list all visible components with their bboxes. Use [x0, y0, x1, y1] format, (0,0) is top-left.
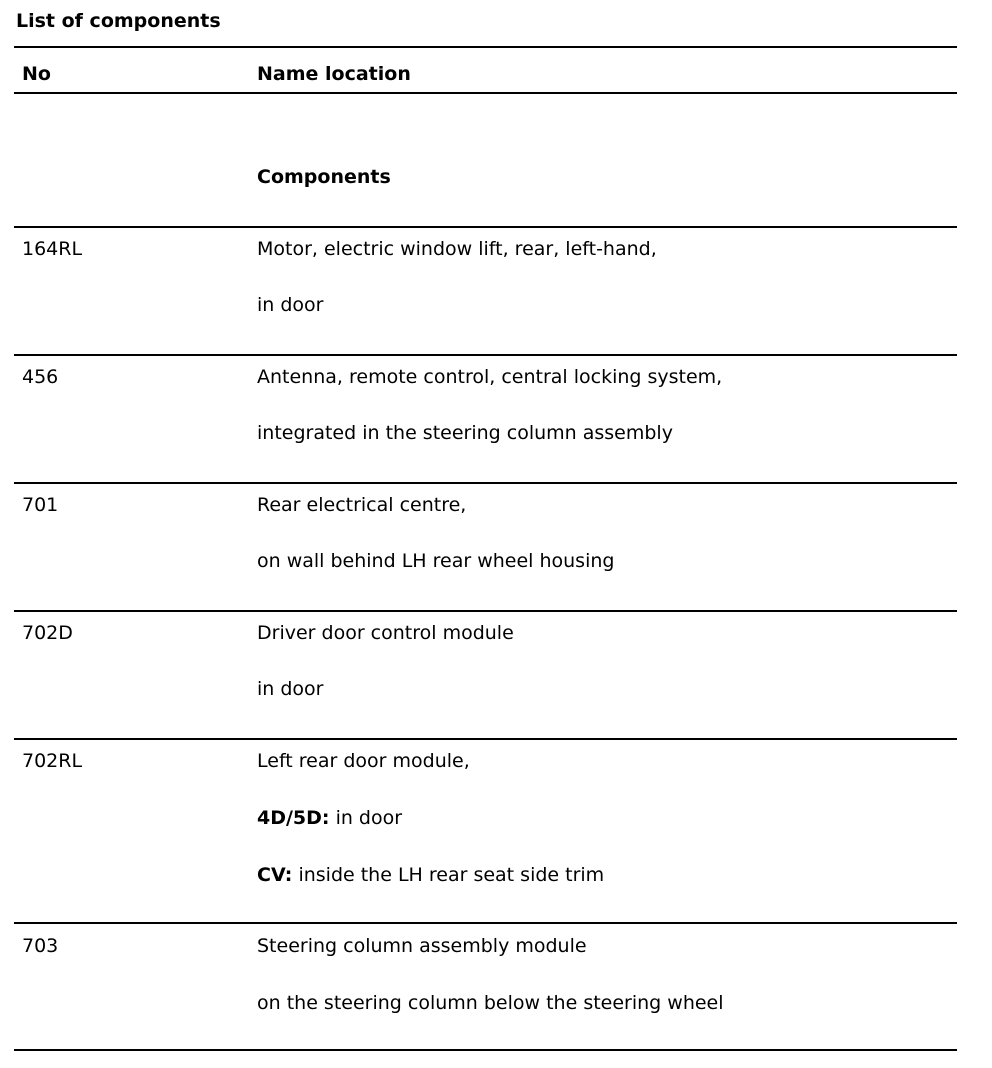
row-location-line: [257, 805, 402, 831]
variant-label: 4D/5D:: [257, 807, 330, 829]
row-number: 164RL: [22, 238, 83, 260]
header-bottom-rule: [14, 92, 957, 94]
row-divider: [14, 738, 957, 740]
variant-label: CV:: [257, 864, 293, 886]
variant-location: in door: [329, 807, 403, 829]
row-divider: [14, 922, 957, 924]
row-name-line: Motor, electric window lift, rear, left-hand,: [257, 238, 657, 260]
row-location-line: integrated in the steering column assembly: [257, 422, 673, 444]
row-number: 701: [22, 494, 59, 516]
row-name-line: Rear electrical centre,: [257, 494, 467, 516]
row-location-line: [257, 862, 604, 888]
row-number: 702RL: [22, 750, 83, 772]
section-heading: Components: [257, 166, 391, 188]
row-location-line: on wall behind LH rear wheel housing: [257, 550, 615, 572]
row-name-line: Antenna, remote control, central locking system,: [257, 366, 723, 388]
row-number: 456: [22, 366, 59, 388]
row-location-line: on the steering column below the steering wheel: [257, 992, 724, 1014]
variant-location: inside the LH rear seat side trim: [292, 864, 605, 886]
table-bottom-rule: [14, 1049, 957, 1051]
table-top-rule: [14, 46, 957, 48]
row-number: 703: [22, 935, 59, 957]
row-divider: [14, 610, 957, 612]
row-divider: [14, 354, 957, 356]
column-header-name-location: Name location: [257, 63, 411, 85]
row-name-line: Left rear door module,: [257, 750, 470, 772]
page-title: List of components: [16, 10, 221, 32]
row-divider: [14, 482, 957, 484]
row-number: 702D: [22, 622, 73, 644]
row-location-line: in door: [257, 678, 324, 700]
row-name-line: Steering column assembly module: [257, 935, 587, 957]
row-location-line: in door: [257, 294, 324, 316]
row-name-line: Driver door control module: [257, 622, 514, 644]
row-divider: [14, 226, 957, 228]
column-header-no: No: [22, 63, 51, 85]
